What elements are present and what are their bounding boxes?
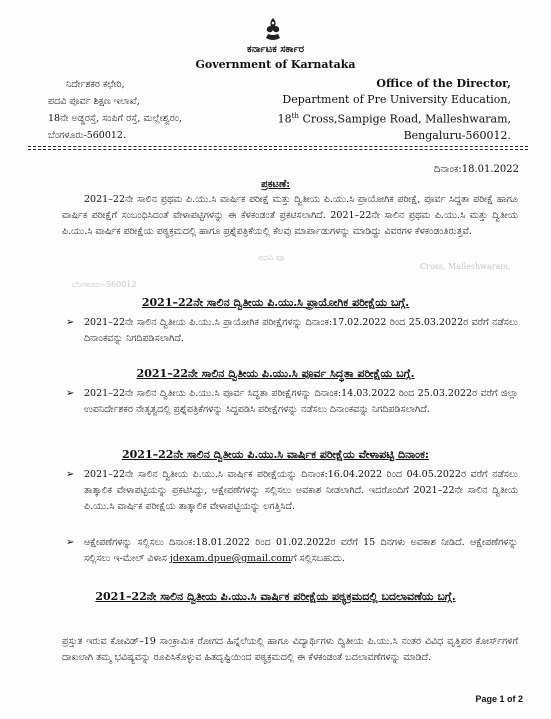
address-line: ಬೆಂಗಳೂರು-560012. (48, 130, 126, 141)
bullet-text: 2021–22ನೇ ಸಾಲಿನ ದ್ವಿತೀಯ ಪಿ.ಯು.ಸಿ ಪ್ರಾಯೋಗಿಕ ಪರೀಕ್ಷೆಗಳನ್ನು ದಿನಾಂಕ:17.02.2022 ರಿಂದ 25.03.2022ರ ವರೆಗೆ ನಡೆಸಲು ದಿನಾಂಕವನ್ನು ನಿಗದಿಪಡಿಸಲಾಗಿದೆ. (84, 317, 518, 344)
email-link[interactable]: jdexam.dpue@gmail.com (169, 553, 291, 564)
bullet-text-tail: ಗೆ ಸಲ್ಲಿಸಬಹುದು. (290, 553, 345, 564)
cross-number: 18 (277, 112, 292, 126)
syllabus-paragraph: ಪ್ರಸ್ತುತ ಇರುವ ಕೋವಿಡ್–19 ಸಾಂಕ್ರಾಮಿಕ ರೋಗದ ಹಿನ್ನೆಲೆಯಲ್ಲಿ ಹಾಗೂ ವಿದ್ಯಾರ್ಥಿಗಳು ದ್ವಿತೀಯ ಪಿ.ಯು.ಸಿ ನಂತರ ವಿವಿಧ ವೃತ್ತಿಪರ ಕೋರ್ಸ್‌ಗಳಿಗೆ ದಾಖಲಾಗಿ ತಮ್ಮ ಭವಿಷ್ಯವನ್ನು ರೂಪಿಸಿಕೊಳ್ಳುವ ಹಿತದೃಷ್ಟಿಯಿಂದ ಪಠ್ಯಕ್ರಮದಲ್ಲಿ ಈ ಕೆಳಕಂಡಂತೆ ಬದಲಾವಣೆಗಳನ್ನು ಮಾಡಿದೆ. (62, 636, 518, 663)
arrowhead-bullet-icon: ➢ (66, 537, 75, 548)
section-heading-preparatory: 2021–22ನೇ ಸಾಲಿನ ದ್ವಿತೀಯ ಪಿ.ಯು.ಸಿ ಪೂರ್ವ ಸಿದ್ಧತಾ ಪರೀಕ್ಷೆಯ ಬಗ್ಗೆ. (136, 367, 415, 380)
government-kannada-title: ಕರ್ನಾಟಕ ಸರ್ಕಾರ (246, 44, 305, 55)
street-line (278, 108, 511, 128)
karnataka-emblem-icon (258, 14, 288, 44)
section-heading-annual-timetable: 2021–22ನೇ ಸಾಲಿನ ದ್ವಿತೀಯ ಪಿ.ಯು.ಸಿ ವಾರ್ಷಿಕ ಪರೀಕ್ಷೆಯ ವೇಳಾಪಟ್ಟಿ ದಿನಾಂಕ: (121, 448, 429, 461)
header-divider (28, 146, 528, 150)
office-title: Office of the Director, (376, 77, 511, 90)
document-date: ದಿನಾಂಕ:18.01.2022 (433, 164, 519, 175)
arrowhead-bullet-icon: ➢ (66, 388, 75, 399)
bleed-through-text: Cross, Malleshwaram, (420, 262, 511, 271)
city-line: Bengaluru-560012. (403, 128, 511, 142)
street-rest: Cross,Sampige Road, Malleshwaram, (298, 112, 511, 126)
office-address-kannada (48, 76, 182, 144)
cross-suffix: th (291, 112, 299, 120)
page-number: Page 1 of 2 (475, 694, 523, 704)
arrowhead-bullet-icon: ➢ (66, 469, 75, 480)
address-line: ನಿರ್ದೇಶಕರ ಕಛೇರಿ, (66, 79, 125, 90)
bullet-text: ಆಕ್ಷೇಪಣೆಗಳನ್ನು ಸಲ್ಲಿಸಲು ದಿನಾಂಕ:18.01.2022 ರಿಂದ 01.02.2022ರ ವರೆಗೆ 15 ದಿನಗಳು ಅವಕಾಶ ನೀಡಿದೆ. ಆಕ್ಷೇಪಣೆಗಳನ್ನು ಸಲ್ಲಿಸಲು ಇ-ಮೇಲ್ ವಿಳಾಸ (84, 537, 518, 564)
bullet-item (62, 467, 518, 515)
address-line: ಪದವಿ ಪೂರ್ವ ಶಿಕ್ಷಣ ಇಲಾಖೆ, (48, 96, 140, 107)
bullet-item (62, 386, 518, 418)
bleed-through-text: ಬೆಂಗಳೂರು–560012 (72, 280, 137, 289)
section-heading-syllabus-change: 2021–22ನೇ ಸಾಲಿನ ದ್ವಿತೀಯ ಪಿ.ಯು.ಸಿ ವಾರ್ಷಿಕ ಪರೀಕ್ಷೆಯ ಪಠ್ಯಕ್ರಮದಲ್ಲಿ ಬದಲಾವಣೆಯ ಬಗ್ಗೆ. (95, 590, 456, 603)
government-english-title: Government of Karnataka (195, 58, 356, 71)
section-heading-practical: 2021–22ನೇ ಸಾಲಿನ ದ್ವಿತೀಯ ಪಿ.ಯು.ಸಿ ಪ್ರಾಯೋಗಿಕ ಪರೀಕ್ಷೆಯ ಬಗ್ಗೆ. (141, 296, 410, 309)
bullet-item (62, 315, 518, 347)
office-address-english (278, 76, 511, 144)
department-name: Department of Pre University Education, (282, 93, 511, 106)
notice-title: ಪ್ರಕಟಣೆ: (261, 179, 290, 190)
bullet-item (62, 535, 518, 567)
intro-paragraph: 2021–22ನೇ ಸಾಲಿನ ಪ್ರಥಮ ಪಿ.ಯು.ಸಿ ವಾರ್ಷಿಕ ಪರೀಕ್ಷೆ ಮತ್ತು ದ್ವಿತೀಯ ಪಿ.ಯು.ಸಿ ಪ್ರಾಯೋಗಿಕ ಪರೀಕ್ಷೆ, ಪೂರ್ವ ಸಿದ್ಧತಾ ಪರೀಕ್ಷೆ ಹಾಗೂ ವಾರ್ಷಿಕ ಪರೀಕ್ಷೆಗೆ ಸಂಬಂಧಿಸಿದಂತೆ ವೇಳಾಪಟ್ಟಿಗಳನ್ನು ಈ ಕೆಳಕಂಡಂತೆ ಪ್ರಕಟಿಸಲಾಗಿದೆ. 2021–22ನೇ ಸಾಲಿನ ಪ್ರಥಮ ಪಿ.ಯು.ಸಿ ಮತ್ತು ದ್ವಿತೀಯ ಪಿ.ಯು.ಸಿ ವಾರ್ಷಿಕ ಪರೀಕ್ಷೆಯ ಪಠ್ಯಕ್ರಮದಲ್ಲಿ ಹಾಗೂ ಪ್ರಶ್ನೆಪತ್ರಿಕೆಯಲ್ಲಿ ಕೆಲವು ಮಾರ್ಪಾಡುಗಳನ್ನು ಮಾಡಿದ್ದು ವಿವರಗಳ ಕೆಳಕಂಡಂತಿರುತ್ತವೆ. (62, 194, 518, 237)
bleed-through-text: ಪದವಿ ಪೂ (258, 253, 285, 262)
bullet-text: 2021–22ನೇ ಸಾಲಿನ ದ್ವಿತೀಯ ಪಿ.ಯು.ಸಿ ಪೂರ್ವ ಸಿದ್ಧತಾ ಪರೀಕ್ಷೆಗಳನ್ನು ದಿನಾಂಕ:14.03.2022 ರಿಂದ 25.03.2022ರ ವರೆಗೆ ಜಿಲ್ಲಾ ಉಪನಿರ್ದೇಶಕರ ನೇತೃತ್ವದಲ್ಲಿ ಪ್ರಶ್ನೆಪತ್ರಿಕೆಗಳನ್ನು ಸಿದ್ಧಪಡಿಸಿ ಪರೀಕ್ಷೆಗಳನ್ನು ನಡೆಸಲು ದಿನಾಂಕವನ್ನು ನಿಗದಿಪಡಿಸಲಾಗಿದೆ. (84, 388, 518, 415)
address-line: 18ನೇ ಅಡ್ಡರಸ್ತೆ, ಸಂಪಿಗೆ ರಸ್ತೆ, ಮಲ್ಲೇಶ್ವರಂ, (48, 113, 182, 124)
arrowhead-bullet-icon: ➢ (66, 317, 75, 328)
bullet-text: 2021–22ನೇ ಸಾಲಿನ ದ್ವಿತೀಯ ಪಿ.ಯು.ಸಿ ವಾರ್ಷಿಕ ಪರೀಕ್ಷೆಯನ್ನು ದಿನಾಂಕ:16.04.2022 ರಿಂದ 04.05.2022ರ ವರೆಗೆ ನಡೆಸಲು ತಾತ್ಕಾಲಿಕ ವೇಳಾಪಟ್ಟಿಯನ್ನು ಪ್ರಕಟಿಸಿದ್ದು, ಆಕ್ಷೇಪಣೆಗಳನ್ನು ಸಲ್ಲಿಸಲು ಅವಕಾಶ ನೀಡಲಾಗಿದೆ. ಇದರೊಂದಿಗೆ 2021–22ನೇ ಸಾಲಿನ ದ್ವಿತೀಯ ಪಿ.ಯು.ಸಿ ವಾರ್ಷಿಕ ಪರೀಕ್ಷೆಯ ತಾತ್ಕಾಲಿಕ ವೇಳಾಪಟ್ಟಿಯನ್ನು ಲಗತ್ತಿಸಿದೆ. (84, 469, 518, 512)
